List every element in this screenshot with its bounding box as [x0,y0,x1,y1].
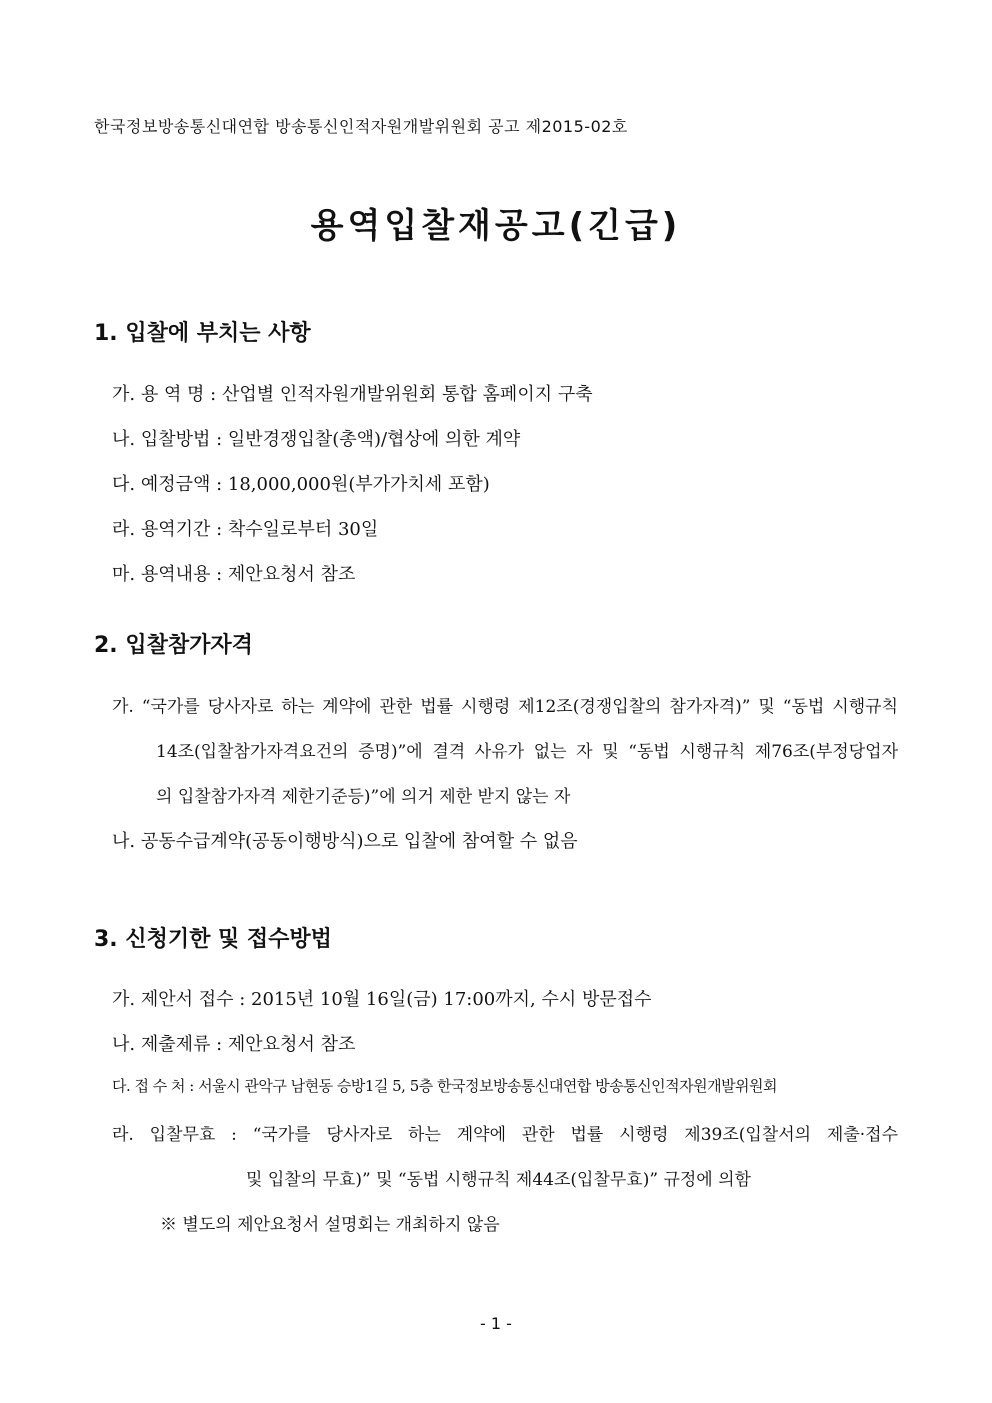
list-item: 라. 입찰무효 : “국가를 당사자로 하는 계약에 관한 법률 시행령 제39조(입찰서의 제출·접수 [112,1125,898,1145]
list-item: 가. 용 역 명 : 산업별 인적자원개발위원회 통합 홈페이지 구축 [112,384,593,405]
list-item: 나. 입찰방법 : 일반경쟁입찰(총액)/협상에 의한 계약 [112,429,521,450]
page-number: - 1 - [480,1314,512,1333]
note: ※ 별도의 제안요청서 설명회는 개최하지 않음 [160,1215,500,1235]
list-item: 가. 제안서 접수 : 2015년 10월 16일(금) 17:00까지, 수시 방문접수 [112,989,652,1010]
list-item: 다. 예정금액 : 18,000,000원(부가가치세 포함) [112,474,490,495]
list-item: 나. 제출제류 : 제안요청서 참조 [112,1034,356,1055]
list-item: 가. “국가를 당사자로 하는 계약에 관한 법률 시행령 제12조(경쟁입찰의 참가자격)” 및 “동법 시행규칙 [112,697,898,717]
list-item: 마. 용역내용 : 제안요청서 참조 [112,564,356,585]
list-item: 나. 공동수급계약(공동이행방식)으로 입찰에 참여할 수 없음 [112,831,578,852]
list-item-continuation: 14조(입찰참가자격요건의 증명)”에 결격 사유가 없는 자 및 “동법 시행규칙 제76조(부정당업자 [156,742,898,762]
list-item: 다. 접 수 처 : 서울시 관악구 남현동 승방1길 5, 5층 한국정보방송통신대연합 방송통신인적자원개발위원회 [112,1077,778,1095]
section-heading-eligibility: 2. 입찰참가자격 [94,633,253,658]
list-item-continuation: 의 입찰참가자격 제한기준등)”에 의거 제한 받지 않는 자 [156,787,571,807]
list-item: 라. 용역기간 : 착수일로부터 30일 [112,519,379,540]
section-heading-application: 3. 신청기한 및 접수방법 [94,927,332,952]
section-heading-bid-items: 1. 입찰에 부치는 사항 [94,321,311,346]
notice-number: 한국정보방송통신대연합 방송통신인적자원개발위원회 공고 제2015-02호 [94,117,628,136]
list-item-continuation: 및 입찰의 무효)” 및 “동법 시행규칙 제44조(입찰무효)” 규정에 의함 [246,1170,751,1190]
page-title: 용역입찰재공고(긴급) [310,206,682,246]
